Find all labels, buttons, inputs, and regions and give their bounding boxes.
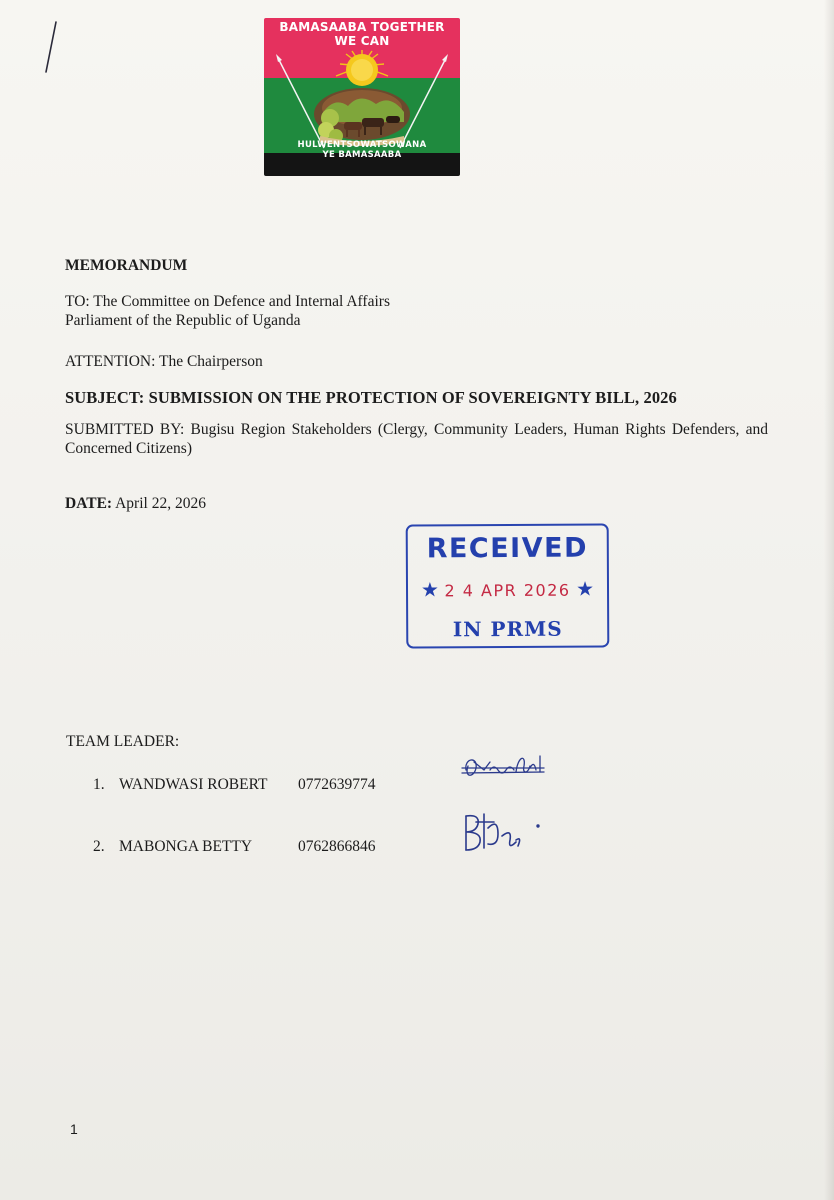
signature-wandwasi-robert [460,748,546,788]
member-name: MABONGA BETTY [119,838,253,855]
logo-top-text-line2: WE CAN [334,34,390,48]
star-icon: ★ [576,576,595,601]
memo-attention: ATTENTION: The Chairperson [65,353,263,370]
logo-top-text-line1: BAMASAABA TOGETHER [279,20,445,34]
memo-date-label: DATE: [65,495,113,512]
member-phone: 0762866846 [298,838,376,855]
page-edge-shadow [824,0,834,1200]
memo-date [65,494,206,513]
stamp-date: 2 4 APR 2026 [444,580,571,601]
bamasaaba-logo [264,18,460,176]
member-name: WANDWASI ROBERT [119,776,268,793]
memo-subject: SUBJECT: SUBMISSION ON THE PROTECTION OF SOVEREIGNTY BILL, 2026 [65,388,677,407]
received-stamp [406,523,610,648]
stamp-footer: IN PRMS [452,616,563,642]
team-leader-heading: TEAM LEADER: [66,733,180,750]
star-icon: ★ [420,577,440,602]
logo-top-text [264,20,460,48]
memo-date-value: April 22, 2026 [115,495,206,512]
memo-submitted-by: SUBMITTED BY: Bugisu Region Stakeholders (Clergy, Community Leaders, Human Rights Defenders, and Concerned Citizens) [65,421,768,457]
logo-bottom-text-line2: YE BAMASAABA [322,150,402,160]
member-number: 2. [93,838,105,855]
memo-to-line-2: Parliament of the Republic of Uganda [65,312,301,329]
logo-bottom-text [264,140,460,160]
member-phone: 0772639774 [298,776,376,793]
pen-stroke-mark [38,20,62,76]
page-number: 1 [70,1121,78,1137]
memo-to-line: TO: The Committee on Defence and Internal Affairs [65,293,390,310]
logo-bottom-text-line1: HULWENTSOWATSOWANA [297,140,427,150]
stamp-title: RECEIVED [426,532,589,565]
member-number: 1. [93,776,105,793]
signature-mabonga-betty [458,806,548,858]
memo-heading: MEMORANDUM [65,257,188,274]
